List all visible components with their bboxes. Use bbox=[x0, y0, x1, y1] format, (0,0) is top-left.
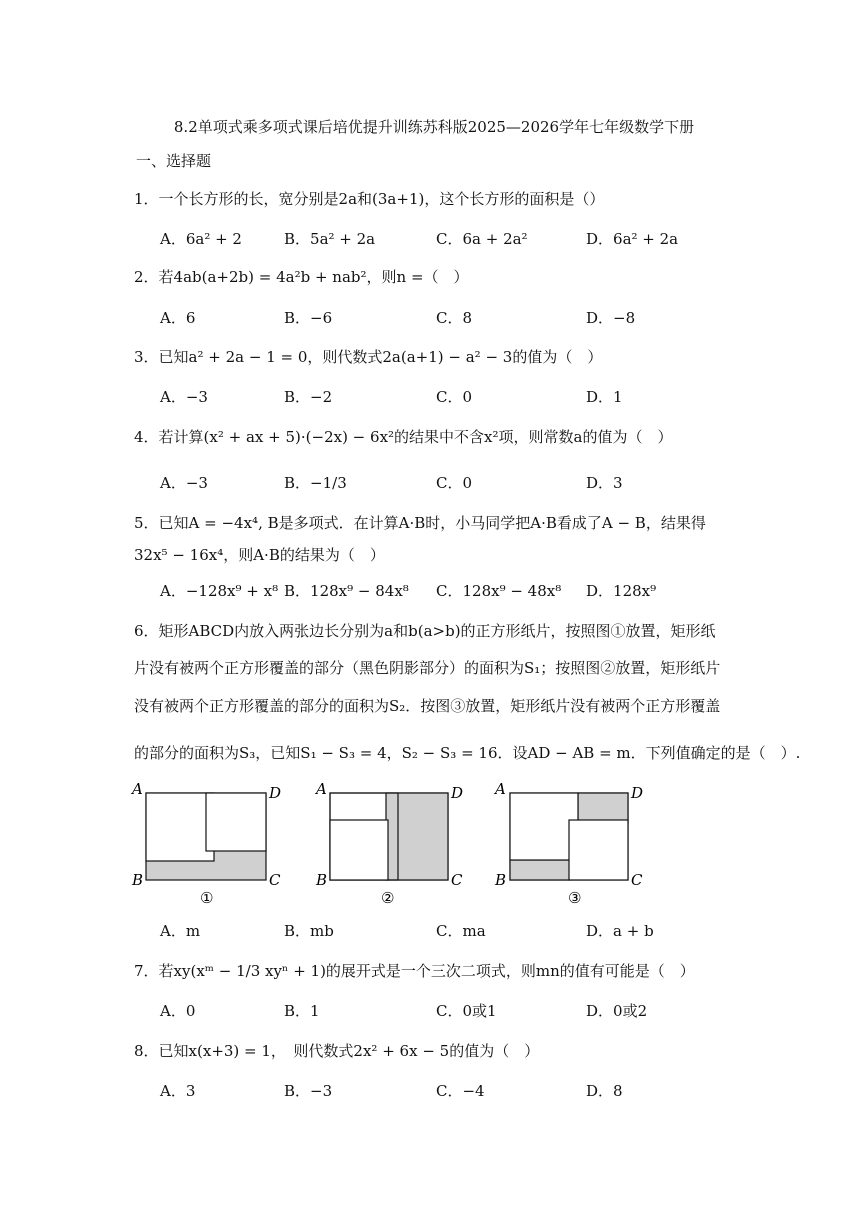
question-5-stem-line-1: 5．已知A = −4x⁴, B是多项式．在计算A·B时，小马同学把A·B看成了A − B，结果得 bbox=[134, 514, 706, 532]
question-7-options bbox=[160, 1000, 780, 1024]
option-d: D．1 bbox=[586, 388, 623, 406]
option-c: C．128x⁹ − 48x⁸ bbox=[436, 582, 562, 600]
figure-1 bbox=[130, 780, 281, 907]
question-2-options bbox=[160, 307, 780, 331]
option-a: A．3 bbox=[160, 1082, 196, 1100]
option-c: C．−4 bbox=[436, 1082, 485, 1100]
label-a: A bbox=[132, 780, 143, 798]
option-a: A．0 bbox=[160, 1002, 196, 1020]
option-c: C．8 bbox=[436, 309, 473, 327]
shaded-region-bottom bbox=[510, 860, 570, 880]
option-b: B．128x⁹ − 84x⁸ bbox=[284, 582, 409, 600]
option-d: D．128x⁹ bbox=[586, 582, 657, 600]
question-2-stem: 2．若4ab(a+2b) = 4a²b + nab²，则n =（ ） bbox=[134, 268, 469, 286]
label-c: C bbox=[631, 871, 643, 889]
question-7-stem: 7．若xy(xᵐ − 1/3 xyⁿ + 1)的展开式是一个三次二项式，则mn的值有可能是（ ） bbox=[134, 962, 695, 980]
option-a: A．−128x⁹ + x⁸ bbox=[160, 582, 279, 600]
option-b: B．−6 bbox=[284, 309, 333, 327]
square-b bbox=[569, 820, 628, 880]
label-d: D bbox=[451, 784, 464, 802]
square-b bbox=[206, 793, 266, 851]
question-5-options bbox=[160, 580, 780, 604]
question-5-stem-line-2: 32x⁵ − 16x⁴，则A·B的结果为（ ） bbox=[134, 546, 385, 564]
question-3-stem: 3．已知a² + 2a − 1 = 0，则代数式2a(a+1) − a² − 3的值为（ ） bbox=[134, 348, 603, 366]
question-6-stem-line-4: 的部分的面积为S₃，已知S₁ − S₃ = 4，S₂ − S₃ = 16．设AD − AB = m．下列值确定的是（ ）. bbox=[134, 744, 801, 762]
label-c: C bbox=[451, 871, 463, 889]
square-a bbox=[510, 793, 578, 860]
label-b: B bbox=[495, 871, 507, 889]
question-6-stem-line-1: 6．矩形ABCD内放入两张边长分别为a和b(a>b)的正方形纸片，按照图①放置，矩形纸 bbox=[134, 622, 716, 640]
option-a: A．−3 bbox=[160, 474, 208, 492]
figure-2 bbox=[314, 780, 463, 907]
question-3-options bbox=[160, 386, 780, 410]
question-6-stem-line-2: 片没有被两个正方形覆盖的部分（黑色阴影部分）的面积为S₁；按照图②放置，矩形纸片 bbox=[134, 659, 721, 677]
option-c: C．6a + 2a² bbox=[436, 230, 528, 248]
page-title: 8.2单项式乘多项式课后培优提升训练苏科版2025—2026学年七年级数学下册 bbox=[173, 118, 695, 136]
square-a bbox=[146, 793, 214, 861]
option-d: D．a + b bbox=[586, 922, 654, 940]
option-a: A．6 bbox=[160, 309, 196, 327]
question-1-stem: 1．一个长方形的长，宽分别是2a和(3a+1)，这个长方形的面积是（） bbox=[134, 190, 605, 208]
option-a: A．−3 bbox=[160, 388, 208, 406]
figure-caption-2: ② bbox=[381, 889, 395, 907]
section-heading: 一、选择题 bbox=[136, 152, 212, 170]
label-b: B bbox=[132, 871, 144, 889]
shaded-region bbox=[386, 793, 448, 880]
option-c: C．0 bbox=[436, 388, 473, 406]
question-6-stem-line-3: 没有被两个正方形覆盖的部分的面积为S₂．按图③放置，矩形纸片没有被两个正方形覆盖 bbox=[134, 697, 721, 715]
option-b: B．−2 bbox=[284, 388, 333, 406]
label-b: B bbox=[316, 871, 328, 889]
option-c: C．ma bbox=[436, 922, 486, 940]
shaded-region-top bbox=[578, 793, 628, 823]
figure-3 bbox=[493, 780, 643, 907]
question-6-options bbox=[160, 920, 780, 944]
option-b: B．5a² + 2a bbox=[284, 230, 376, 248]
question-8-stem: 8．已知x(x+3) = 1， 则代数式2x² + 6x − 5的值为（ ） bbox=[134, 1042, 540, 1060]
option-d: D．−8 bbox=[586, 309, 636, 327]
label-a: A bbox=[316, 780, 327, 798]
option-b: B．−3 bbox=[284, 1082, 333, 1100]
figure-caption-3: ③ bbox=[568, 889, 582, 907]
label-d: D bbox=[269, 784, 282, 802]
option-b: B．1 bbox=[284, 1002, 320, 1020]
question-4-options bbox=[160, 472, 780, 496]
option-d: D．0或2 bbox=[586, 1002, 648, 1020]
option-b: B．mb bbox=[284, 922, 334, 940]
option-d: D．6a² + 2a bbox=[586, 230, 679, 248]
option-a: A．m bbox=[160, 922, 201, 940]
label-a: A bbox=[495, 780, 506, 798]
option-c: C．0或1 bbox=[436, 1002, 497, 1020]
label-d: D bbox=[631, 784, 644, 802]
figure-caption-1: ① bbox=[200, 889, 214, 907]
option-d: D．3 bbox=[586, 474, 623, 492]
option-d: D．8 bbox=[586, 1082, 623, 1100]
option-b: B．−1/3 bbox=[284, 474, 347, 492]
question-6-figures bbox=[128, 780, 668, 910]
square-b bbox=[330, 820, 388, 880]
question-1-options bbox=[160, 228, 780, 252]
option-a: A．6a² + 2 bbox=[160, 230, 242, 248]
label-c: C bbox=[269, 871, 281, 889]
option-c: C．0 bbox=[436, 474, 473, 492]
question-8-options bbox=[160, 1080, 780, 1104]
question-4-stem: 4．若计算(x² + ax + 5)·(−2x) − 6x²的结果中不含x²项，则常数a的值为（ ） bbox=[134, 428, 673, 446]
